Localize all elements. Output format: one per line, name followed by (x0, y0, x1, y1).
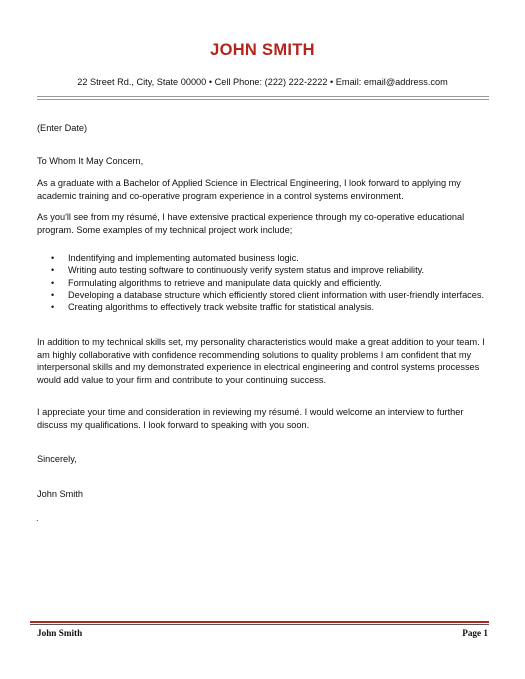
list-item (37, 277, 492, 289)
trailing-mark: . (36, 513, 39, 523)
header-rule-top (37, 96, 489, 97)
list-item (37, 301, 492, 313)
letter-signer: John Smith (37, 489, 83, 499)
footer-page-number: Page 1 (462, 628, 488, 638)
header-rule-bottom (37, 99, 489, 100)
list-item-text: Writing auto testing software to continuously verify system status and improve reliability. (68, 265, 425, 276)
letter-paragraph-2: As you'll see from my résumé, I have extensive practical experience through my co-operative educational program. Some examples of my technical project work include; (37, 212, 465, 235)
header-name: JOHN SMITH (210, 41, 315, 59)
bullet-icon: • (51, 277, 55, 288)
bullet-icon: • (51, 253, 55, 263)
letter-paragraph-3: In addition to my technical skills set, my personality characteristics would make a great addition to your team. I am highly collaborative with confidence recommending solutions to quality problems I am confident that my interpersonal skills and my demonstrated experience in electrical engineering and control systems processes would add value to your firm and contribute to your continuing success. (37, 337, 485, 385)
letter-closing: Sincerely, (37, 454, 77, 464)
bullet-icon: • (51, 289, 55, 300)
footer-name: John Smith (37, 628, 83, 638)
footer-rule-accent (30, 621, 489, 623)
footer-rule (30, 624, 489, 625)
list-item (37, 289, 492, 301)
letter-date: (Enter Date) (37, 123, 88, 133)
letter-salutation: To Whom It May Concern, (37, 156, 144, 166)
letter-paragraph-4: I appreciate your time and consideration in reviewing my résumé. I would welcome an interview to further discuss my qualifications. I look forward to speaking with you soon. (37, 407, 464, 430)
list-item-text: Formulating algorithms to retrieve and manipulate data quickly and efficiently. (68, 277, 382, 288)
letter-paragraph-1: As a graduate with a Bachelor of Applied Science in Electrical Engineering, I look forward to applying my academic training and co-operative program experience in a control systems environment. (37, 178, 461, 201)
list-item (37, 252, 492, 264)
list-item-text: Creating algorithms to effectively track website traffic for statistical analysis. (68, 302, 375, 313)
header-contact: 22 Street Rd., City, State 00000 • Cell Phone: (222) 222-2222 • Email: email@address.com (77, 77, 448, 87)
project-list (37, 252, 492, 313)
list-item (37, 264, 492, 276)
bullet-icon: • (51, 302, 55, 313)
list-item-text: Developing a database structure which efficiently stored client information with user-friendly interfaces. (68, 289, 485, 300)
list-item-text: Indentifying and implementing automated business logic. (68, 253, 299, 263)
bullet-icon: • (51, 265, 55, 276)
